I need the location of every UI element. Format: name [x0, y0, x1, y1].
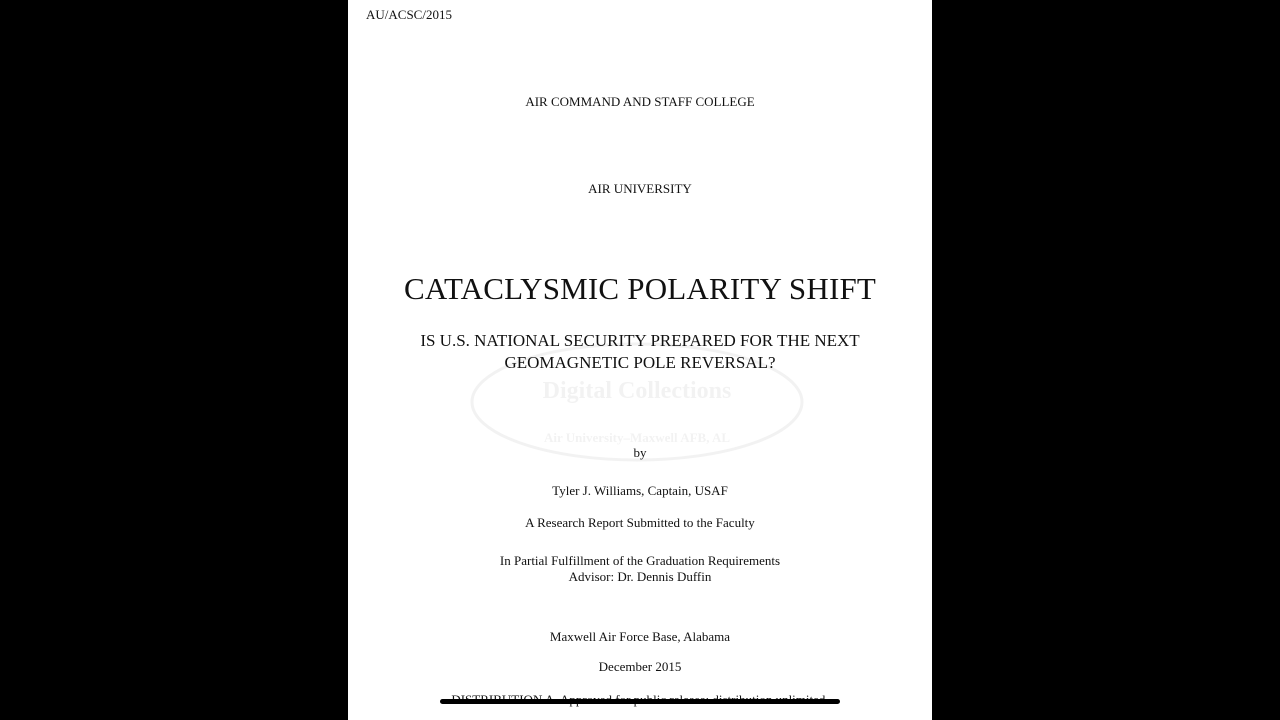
by-label: by	[633, 445, 647, 460]
report-subtitle-line2: GEOMAGNETIC POLE REVERSAL?	[504, 353, 776, 372]
watermark-sub-text: Air University–Maxwell AFB, AL	[543, 430, 731, 445]
location: Maxwell Air Force Base, Alabama	[549, 629, 731, 644]
report-number: AU/ACSC/2015	[366, 7, 452, 22]
report-title: CATACLYSMIC POLARITY SHIFT	[403, 271, 877, 306]
video-progress-bar[interactable]	[440, 699, 840, 704]
document-page	[348, 0, 932, 720]
submission-statement: A Research Report Submitted to the Faculty	[525, 515, 755, 530]
university-name: AIR UNIVERSITY	[588, 181, 692, 196]
report-subtitle-line1: IS U.S. NATIONAL SECURITY PREPARED FOR THE NEXT	[420, 331, 860, 350]
author-name: Tyler J. Williams, Captain, USAF	[552, 483, 728, 498]
report-date: December 2015	[598, 659, 682, 674]
advisor-name: Advisor: Dr. Dennis Duffin	[568, 569, 712, 584]
watermark-main-text: Digital Collections	[542, 378, 732, 404]
fulfillment-statement: In Partial Fulfillment of the Graduation Requirements	[499, 553, 781, 568]
institution-name: AIR COMMAND AND STAFF COLLEGE	[525, 94, 755, 109]
